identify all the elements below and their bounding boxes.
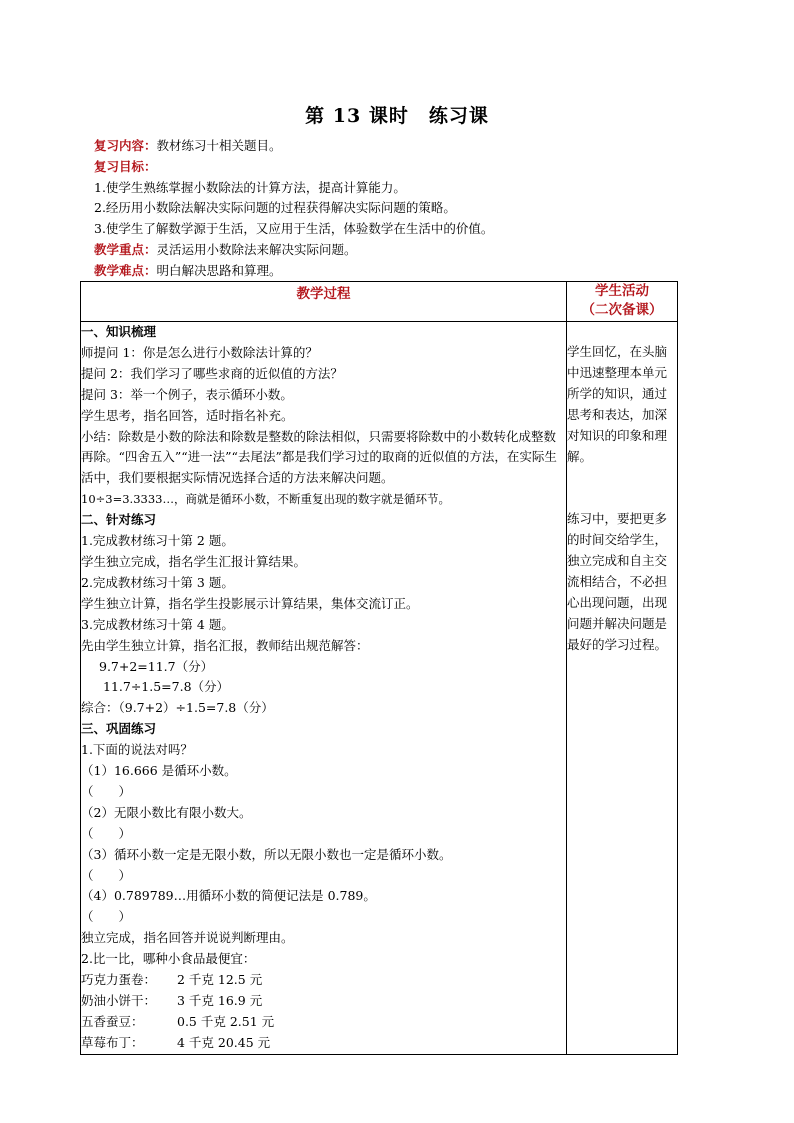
- text-line: 独立完成，指名回答并说说判断理由。: [81, 930, 294, 946]
- statement-item: （1）16.666 是循环小数。: [81, 763, 237, 779]
- header-teaching-process: 教学过程: [81, 282, 567, 322]
- food-price: 0.5 千克 2.51 元: [177, 1013, 275, 1029]
- summary-paragraph: 小结：除数是小数的除法和除数是整数的除法相似，只需要将除数中的小数转化成整数再除。“四舍五入”“进一法”“去尾法”都是我们学习过的取商的近似值的方法，在实际生活中，我们要根据实际情况选择合适的方法来解决问题。: [81, 428, 557, 486]
- answer-blank: （ ）: [81, 867, 132, 883]
- difficulty-text: 明白解决思路和算理。: [156, 262, 282, 278]
- section-heading: 二、针对练习: [81, 512, 157, 528]
- section-heading: 三、巩固练习: [81, 721, 157, 737]
- text-line: 提问 2：我们学习了哪些求商的近似值的方法？: [81, 365, 343, 381]
- question-line: 1.下面的说法对吗？: [81, 742, 193, 758]
- food-name: 奶油小饼干：: [81, 993, 157, 1008]
- combined-line: 综合：（9.7+2）÷1.5=7.8（分）: [81, 700, 274, 716]
- text-line: 3.完成教材练习十第 4 题。: [81, 616, 234, 632]
- text-line: 学生独立计算，指名学生投影展示计算结果，集体交流订正。: [81, 595, 419, 611]
- food-name: 巧克力蛋卷：: [81, 972, 157, 988]
- food-row: [81, 970, 566, 991]
- spacer: [567, 467, 677, 509]
- student-activity-cell: [567, 322, 678, 1055]
- lesson-meta: [94, 136, 694, 282]
- difficulty-row: [94, 261, 694, 282]
- calc-line: 11.7÷1.5=7.8（分）: [103, 679, 230, 695]
- food-name: 草莓布丁：: [81, 1034, 144, 1050]
- answer-blank: （ ）: [81, 783, 132, 799]
- header-student-activity-line1: 学生活动: [595, 283, 649, 299]
- student-activity-note: 学生回忆，在头脑中迅速整理本单元所学的知识，通过思考和表达，加深对知识的印象和理解。: [567, 344, 668, 464]
- key-point-text: 灵活运用小数除法来解决实际问题。: [156, 241, 357, 257]
- teaching-process-cell: [81, 322, 567, 1055]
- goal-item: 2.经历用小数除法解决实际问题的过程获得解决实际问题的策略。: [94, 200, 456, 216]
- section-heading: 一、知识梳理: [81, 324, 157, 339]
- statement-item: （2）无限小数比有限小数大。: [81, 804, 252, 820]
- review-content-label: 复习内容：: [94, 138, 157, 153]
- food-row: [81, 1012, 566, 1033]
- text-line: 1.完成教材练习十第 2 题。: [81, 533, 234, 549]
- review-content-text: 教材练习十相关题目。: [156, 138, 282, 153]
- answer-blank: （ ）: [81, 909, 132, 925]
- table-body-row: [81, 322, 678, 1055]
- spacer: [567, 322, 677, 342]
- review-goals-label: 复习目标：: [94, 158, 157, 174]
- text-line: 2.完成教材练习十第 3 题。: [81, 574, 234, 590]
- difficulty-label: 教学难点：: [94, 262, 157, 278]
- key-point-row: [94, 240, 694, 261]
- page-title: 第 13 课时 练习课: [305, 105, 489, 127]
- statement-item: （4）0.789789…用循环小数的简便记法是 0.789。: [81, 888, 376, 904]
- food-price: 3 千克 16.9 元: [177, 993, 263, 1008]
- student-activity-note: 练习中，要把更多的时间交给学生，独立完成和自主交流相结合，不必担心出现问题，出现问题并解决问题是最好的学习过程。: [567, 511, 668, 652]
- key-point-label: 教学重点：: [94, 241, 157, 257]
- header-student-activity: [567, 282, 678, 322]
- text-line: 学生思考，指名回答，适时指名补充。: [81, 407, 294, 423]
- example-line: 10÷3=3.3333…，商就是循环小数，不断重复出现的数字就是循环节。: [81, 492, 450, 507]
- review-content-row: [94, 136, 694, 157]
- text-line: 提问 3：举一个例子，表示循环小数。: [81, 386, 293, 402]
- text-line: 学生独立完成，指名学生汇报计算结果。: [81, 553, 307, 569]
- food-row: [81, 991, 566, 1012]
- text-line: 师提问 1：你是怎么进行小数除法计算的？: [81, 344, 318, 360]
- food-price: 2 千克 12.5 元: [177, 972, 263, 988]
- food-row: [81, 1033, 566, 1054]
- food-price: 4 千克 20.45 元: [177, 1034, 271, 1050]
- statement-item: （3）循环小数一定是无限小数，所以无限小数也一定是循环小数。: [81, 846, 452, 862]
- calc-line: 9.7+2=11.7（分）: [99, 658, 214, 674]
- question-line: 2.比一比，哪种小食品最便宜：: [81, 951, 256, 967]
- table-header-row: [81, 282, 678, 322]
- answer-blank: （ ）: [81, 825, 132, 841]
- food-name: 五香蚕豆：: [81, 1013, 144, 1029]
- text-line: 先由学生独立计算，指名汇报，教师结出规范解答：: [81, 637, 369, 653]
- goal-item: 3.使学生了解数学源于生活，又应用于生活，体验数学在生活中的价值。: [94, 221, 494, 237]
- header-student-activity-line2: （二次备课）: [581, 302, 663, 318]
- goal-item: 1.使学生熟练掌握小数除法的计算方法，提高计算能力。: [94, 179, 406, 195]
- teaching-process-table: [80, 281, 678, 1055]
- review-goals-row: [94, 157, 694, 178]
